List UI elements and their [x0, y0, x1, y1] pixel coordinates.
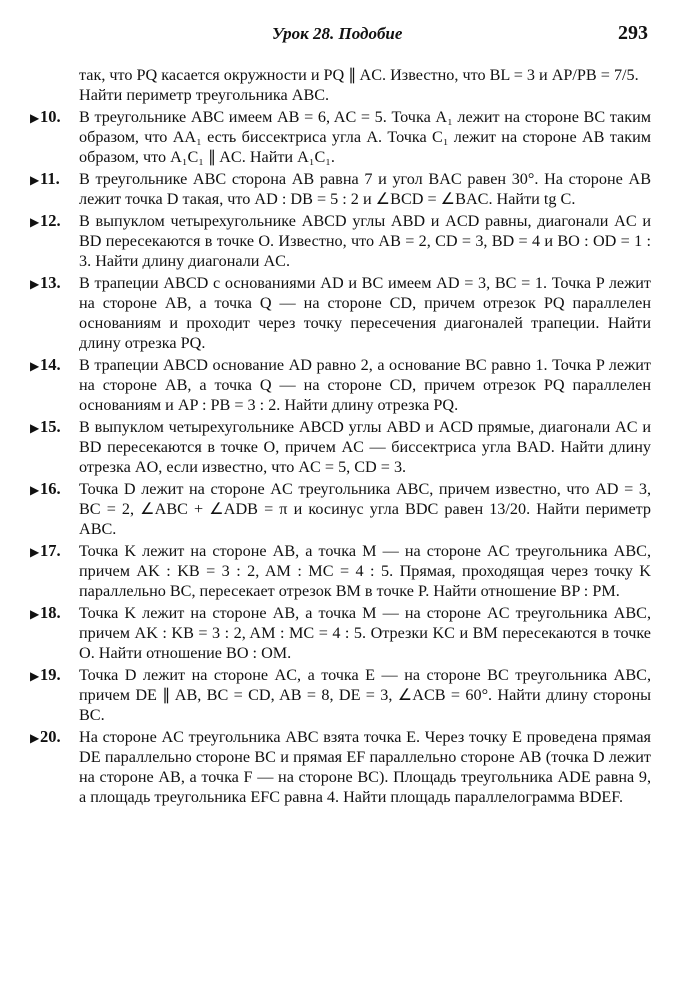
problem-number: 12.: [40, 211, 61, 230]
problem-text: В треугольнике ABC имеем AB = 6, AC = 5. Точка A₁ лежит на стороне BC таким образом, что AA₁ есть биссектриса угла A. Точка C₁ лежит на стороне AB таким образом, что A₁C₁ ∥ AC. Найти A₁C₁.: [79, 108, 651, 166]
triangle-marker-icon: ▶: [30, 359, 40, 373]
triangle-marker-icon: ▶: [30, 731, 40, 745]
page-header: [0, 22, 680, 52]
problem-text: Точка K лежит на стороне AB, а точка M — на стороне AC треугольника ABC, причем AK : KB = 3 : 2, AM : MC = 4 : 5. Прямая, проходящая через точку K параллельно BC, пересекает отрезок BM в точке P. Найти отношение BP : PM.: [79, 542, 651, 600]
problem-text: В выпуклом четырехугольнике ABCD углы ABD и ACD равны, диагонали AC и BD пересекаются в точке O. Известно, что AB = 2, CD = 3, BD = 4 и BO : OD = 1 : 3. Найти длину диагонали AC.: [79, 212, 651, 270]
problem-text: На стороне AC треугольника ABC взята точка E. Через точку E проведена прямая DE параллельно стороне BC и прямая EF параллельно стороне AB (точка D лежит на стороне AB, а точка F — на стороне BC). Площадь треугольника ADE равна 9, а площадь треугольника EFC равна 4. Найти площадь параллелограмма BDEF.: [79, 728, 651, 806]
problem-text: В выпуклом четырехугольнике ABCD углы ABD и ACD прямые, диагонали AC и BD пересекаются в точке O, причем AC — биссектриса угла BAD. Найти длину отрезка AO, если известно, что AC = 5, CD = 3.: [79, 418, 651, 476]
problem-14: [0, 355, 680, 415]
page-content: [0, 65, 680, 809]
problem-number: 17.: [40, 541, 61, 560]
problem-text: В трапеции ABCD основание AD равно 2, а основание BC равно 1. Точка P лежит на стороне AB, а точка Q — на стороне CD, причем отрезок PQ параллелен основаниям и AP : PB = 3 : 2. Найти длину отрезка PQ.: [79, 356, 651, 414]
page-number: 293: [618, 22, 648, 44]
problem-11: [0, 169, 680, 209]
problem-number: 14.: [40, 355, 61, 374]
triangle-marker-icon: ▶: [30, 669, 40, 683]
problem-13: [0, 273, 680, 353]
problem-17: [0, 541, 680, 601]
problem-text: В треугольнике ABC сторона AB равна 7 и угол BAC равен 30°. На стороне AB лежит точка D такая, что AD : DB = 5 : 2 и ∠BCD = ∠BAC. Найти tg C.: [79, 170, 651, 208]
problem-text: Точка D лежит на стороне AC треугольника ABC, причем известно, что AD = 3, BC = 2, ∠ABC + ∠ADB = π и косинус угла BDC равен 13/20. Найти периметр ABC.: [79, 480, 651, 538]
problem-number: 19.: [40, 665, 61, 684]
triangle-marker-icon: ▶: [30, 545, 40, 559]
triangle-marker-icon: ▶: [30, 111, 40, 125]
problem-number: 15.: [40, 417, 61, 436]
triangle-marker-icon: ▶: [30, 173, 40, 187]
problem-number: 16.: [40, 479, 61, 498]
problem-number: 11.: [40, 169, 60, 188]
triangle-marker-icon: ▶: [30, 215, 40, 229]
problem-10: [0, 107, 680, 167]
problem-number: 18.: [40, 603, 61, 622]
problem-15: [0, 417, 680, 477]
problem-12: [0, 211, 680, 271]
continuation-text: так, что PQ касается окружности и PQ ∥ AC. Известно, что BL = 3 и AP/PB = 7/5. Найти периметр треугольника ABC.: [79, 66, 639, 104]
triangle-marker-icon: ▶: [30, 607, 40, 621]
triangle-marker-icon: ▶: [30, 483, 40, 497]
running-title: Урок 28. Подобие: [272, 24, 403, 43]
problem-19: [0, 665, 680, 725]
problem-text: Точка D лежит на стороне AC, а точка E — на стороне BC треугольника ABC, причем DE ∥ AB, BC = CD, AB = 8, DE = 3, ∠ACB = 60°. Найти длину стороны BC.: [79, 666, 651, 724]
problem-text: В трапеции ABCD с основаниями AD и BC имеем AD = 3, BC = 1. Точка P лежит на стороне AB, а точка Q — на стороне CD, причем отрезок PQ параллелен основаниям и проходит через точку пересечения диагоналей трапеции. Найти длину отрезка PQ.: [79, 274, 651, 352]
triangle-marker-icon: ▶: [30, 421, 40, 435]
problem-number: 10.: [40, 107, 61, 126]
problem-number: 20.: [40, 727, 61, 746]
problem-16: [0, 479, 680, 539]
problem-18: [0, 603, 680, 663]
problem-number: 13.: [40, 273, 61, 292]
problem-20: [0, 727, 680, 807]
problem-text: Точка K лежит на стороне AB, а точка M — на стороне AC треугольника ABC, причем AK : KB = 3 : 2, AM : MC = 4 : 5. Отрезки KC и BM пересекаются в точке O. Найти отношение BO : OM.: [79, 604, 651, 662]
triangle-marker-icon: ▶: [30, 277, 40, 291]
